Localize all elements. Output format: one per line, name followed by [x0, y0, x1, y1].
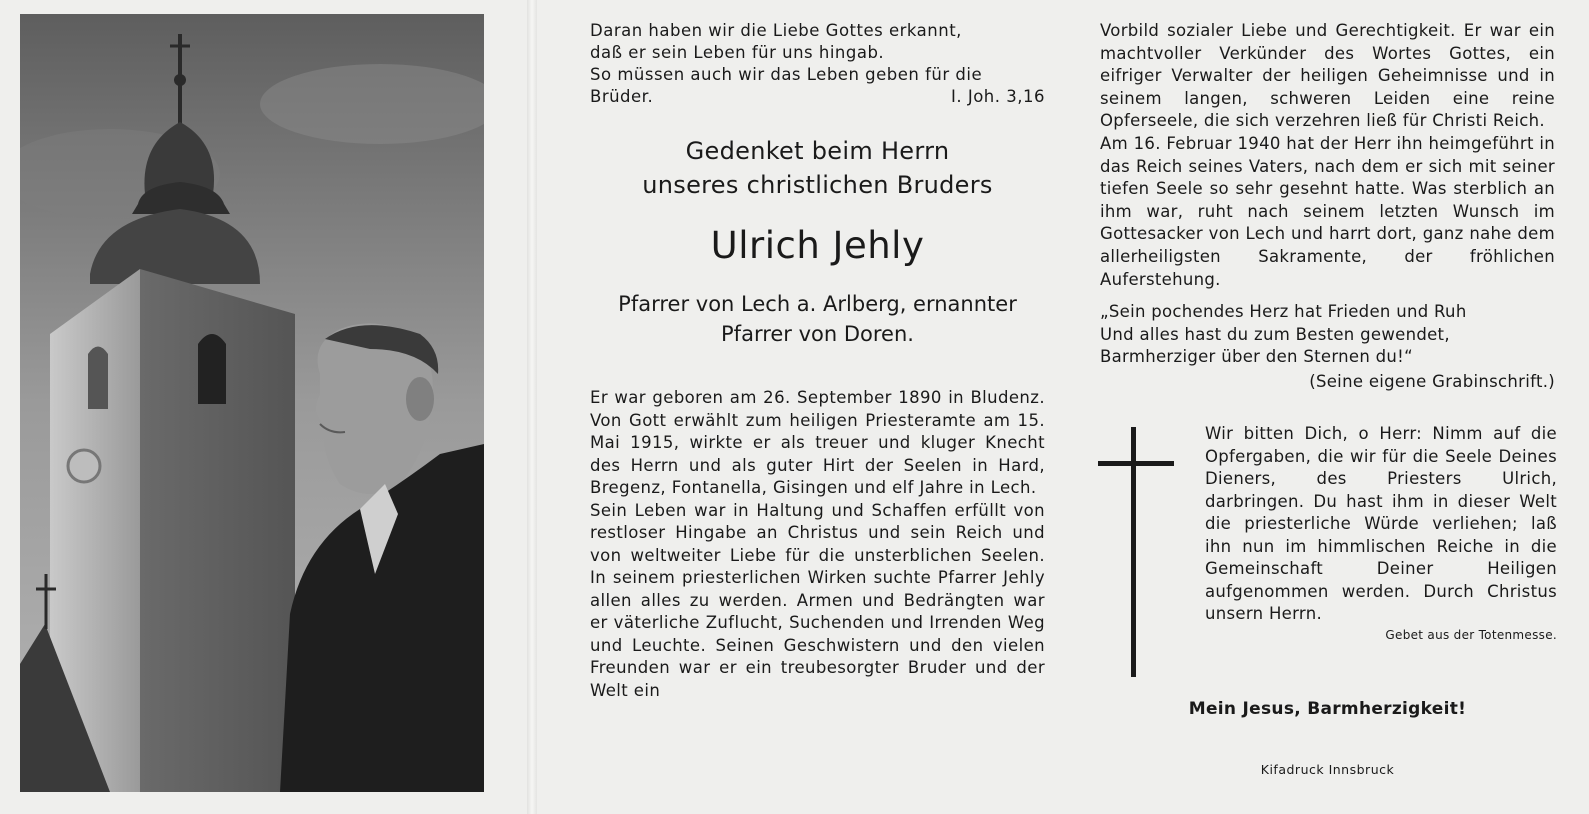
memorial-heading: [590, 134, 1045, 202]
prayer: [1205, 423, 1557, 642]
heading-line: unseres christlichen Bruders: [642, 171, 993, 199]
verse-line: Brüder.: [590, 87, 654, 106]
verse-line: Daran haben wir die Liebe Gottes erkannt,: [590, 21, 962, 40]
bio-paragraph: Am 16. Februar 1940 hat der Herr ihn heimgeführt in das Reich seines Vaters, nach dem er sich mit seiner tiefen Seele so sehr gesehnt hatte. Was sterblich an ihm war, ruht nach seinem letzten Wunsch im Gottesacker von Lech und harrt dort, ganz nahe dem allerheiligsten Sakramente, der fröhlichen Auferstehung.: [1100, 133, 1555, 289]
cross-icon: [1098, 427, 1174, 677]
verse-line: daß er sein Leben für uns hingab.: [590, 43, 885, 62]
middle-column: [590, 20, 1045, 702]
role-line: Pfarrer von Lech a. Arlberg, ernannter: [618, 292, 1017, 316]
right-column: [1100, 20, 1555, 663]
portrait-photo: [20, 14, 484, 792]
deceased-role: [590, 289, 1045, 349]
verse-line: So müssen auch wir das Leben geben für die: [590, 65, 983, 84]
bible-verse: [590, 20, 1045, 108]
heading-line: Gedenket beim Herrn: [685, 137, 950, 165]
biography-continued: [1100, 20, 1555, 291]
deceased-name: Ulrich Jehly: [710, 224, 925, 267]
portrait-photo-illustration: [20, 14, 484, 792]
prayer-block: [1100, 423, 1555, 663]
epitaph-source: (Seine eigene Grabinschrift.): [1309, 371, 1555, 391]
bio-paragraph: Vorbild sozialer Liebe und Gerechtigkeit. Er war ein machtvoller Verkünder des Wortes Gottes, ein eifriger Verwalter der heiligen Geheimnisse und in seinem langen, schweren Leiden eine reine Opferseele, die sich verzehren ließ für Christi Reich.: [1100, 21, 1555, 131]
epitaph-line: „Sein pochendes Herz hat Frieden und Ruh: [1100, 302, 1467, 322]
verse-last-line: [590, 86, 1045, 108]
prayer-text: Wir bitten Dich, o Herr: Nimm auf die Opfergaben, die wir für die Seele Deines Dieners, des Priesters Ulrich, darbringen. Du hast ihm in dieser Welt die priesterliche Würde verliehen; laß ihn nun im himmlischen Reiche in die Gemeinschaft Deiner Heiligen aufgenommen werden. Durch Christus unsern Herrn.: [1205, 424, 1557, 624]
biography: [590, 387, 1045, 702]
epitaph-line: Und alles hast du zum Besten gewendet,: [1100, 324, 1450, 344]
fold-line: [527, 0, 537, 814]
verse-reference: I. Joh. 3,16: [950, 87, 1045, 106]
role-line: Pfarrer von Doren.: [721, 322, 914, 346]
epitaph-line: Barmherziger über den Sternen du!“: [1100, 347, 1413, 367]
closing-invocation: Mein Jesus, Barmherzigkeit!: [1188, 699, 1467, 719]
epitaph: [1100, 301, 1555, 393]
bio-paragraph: Er war geboren am 26. September 1890 in Bludenz. Von Gott erwählt zum heiligen Priesteramte am 15. Mai 1915, wirkte er als treuer und kluger Knecht des Herrn und als guter Hirt der Seelen in Hard, Bregenz, Fontanella, Gisingen und elf Jahre in Lech.: [590, 388, 1045, 497]
prayer-source: Gebet aus der Totenmesse.: [1385, 627, 1557, 642]
bio-paragraph: Sein Leben war in Haltung und Schaffen erfüllt von restloser Hingabe an Christus und sein Reich und von weltweiter Liebe für die unsterblichen Seelen. In seinem priesterlichen Wirken suchte Pfarrer Jehly allen alles zu werden. Armen und Bedrängten war er väterliche Zuflucht, Suchenden und Irrenden Weg und Leuchte. Seinen Geschwistern und den vielen Freunden war er ein treubesorgter Bruder und der Welt ein: [590, 500, 1045, 700]
printer-credit: Kifadruck Innsbruck: [1260, 762, 1395, 777]
